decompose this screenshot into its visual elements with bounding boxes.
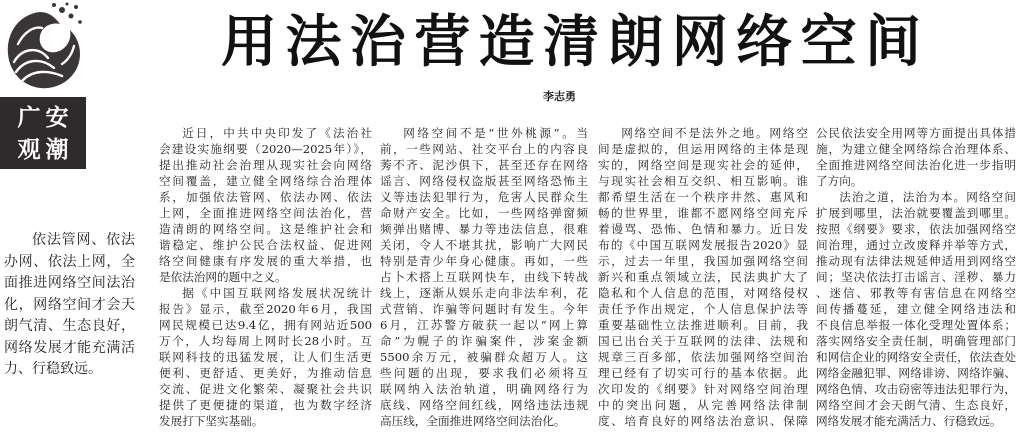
byline: 李志勇 (543, 90, 576, 103)
text-line: 依法管网、依法 (32, 232, 135, 248)
text-line: 近日，中共中央印发了《法治社 (182, 126, 372, 140)
text-line: 上网，全面推进网络空间法治化，营 (159, 206, 372, 220)
text-line: 占卜术搭上互联网快车，由线下转战 (380, 270, 588, 284)
text-line: 是依法治网的题中之义。 (159, 270, 287, 284)
text-line: 责任予作出规定，个人信息保护法等 (598, 302, 808, 316)
text-line: 国已出台关于互联网的法律、法规和 (598, 334, 808, 348)
text-line: 会建设实施纲要（2020—2025年）》， (159, 142, 372, 156)
text-line: 网络发展才能充满活 (4, 339, 135, 356)
body-column-1 (159, 125, 372, 429)
text-line: 底线、网络空间红线，网络违法违规 (380, 398, 588, 412)
text-line: 隐私和个人信息的范围，对网络侵权 (598, 286, 808, 300)
text-line: 新兴和重点领域立法，民法典扩大了 (598, 270, 808, 284)
text-line: 联网纳入法治轨道，明确网络行为 (380, 382, 588, 396)
text-line: 全面推进网络空间法治化进一步指明 (816, 158, 1016, 172)
text-line: 办网、依法上网，全 (4, 253, 135, 270)
wave-swirl-logo-graphic (0, 0, 86, 95)
text-line: 空间覆盖，建立健全网络综合治理体 (159, 174, 372, 188)
text-line: 朗气清、生态良好， (4, 318, 135, 334)
text-line: 网络空间不是“世外桃源”。当 (403, 126, 588, 140)
text-line: 发展打下坚实基础。 (159, 414, 264, 428)
body-paragraph (598, 125, 808, 429)
text-line: 畅的世界里，谁都不愿网络空间充斥 (598, 206, 808, 220)
text-line: 间传播蔓延，建立健全网络违法和 (816, 302, 1016, 316)
text-line: 间是虚拟的，但运用网络的主体是现 (598, 142, 808, 156)
text-line: 示，过去一年里，我国加强网络空间 (598, 254, 808, 268)
text-line: 特别是青少年身心健康。再如，一些 (380, 254, 588, 268)
text-line: 着谩骂、恐怖、色情和暴力。近日发 (598, 222, 808, 236)
body-column-4 (816, 125, 1016, 429)
text-line: 系，加强依法管网、依法办网、依法 (159, 190, 372, 204)
text-line: 度、培育良好的网络法治意识、保障 (598, 414, 808, 428)
text-line: 网民规模已达9.4亿，拥有网站近500 (159, 318, 372, 332)
text-line: 6月，江苏警方破获一起以“网上算 (380, 318, 588, 332)
text-line: 法治之道，法治为本。网络空间 (839, 190, 1016, 204)
text-line: 与现实社会相互交织、相互影响。谁 (598, 174, 808, 188)
body-column-3 (598, 125, 808, 429)
text-line: 谐稳定、维护公民合法权益、促进网 (159, 238, 372, 252)
text-line: 高压线，全面推进网络空间法治化。 (380, 414, 566, 428)
text-line: 频弹出赌博、暴力等违法信息，很难 (380, 222, 588, 236)
text-line: 提出推动社会治理从现实社会向网络 (159, 158, 372, 172)
text-line: 谣言、网络侵权盗版甚至网络恐怖主 (380, 174, 588, 188)
text-line: 网络空间才会天朗气清、生态良好， (816, 398, 1016, 412)
text-line: 次印发的《纲要》针对网络空间治理 (598, 382, 808, 396)
text-line: 造清朗的网络空间。这是维护社会和 (159, 222, 372, 236)
text-line: 落实网络安全责任制，明确管理部门 (816, 334, 1016, 348)
text-line: 交流、促进文化繁荣、凝聚社会共识 (159, 382, 372, 396)
body-paragraph (159, 285, 372, 429)
text-line: 命”为幌子的诈骗案件，涉案金额 (380, 334, 588, 348)
text-line: 中的突出问题，从完善网络法律制 (598, 398, 808, 412)
text-line: 和网信企业的网络安全责任，依法查处 (816, 350, 1016, 364)
text-line: 布的《中国互联网发展报告2020》显 (598, 238, 808, 252)
text-line: 万个，人均每周上网时长28小时。互 (159, 334, 372, 348)
text-line: 间治理，通过立改废释并举等方式， (816, 238, 1016, 252)
text-line: 义等违法犯罪行为，危害人民群众生 (380, 190, 588, 204)
text-line: 络空间健康有序发展的重大举措，也 (159, 254, 372, 268)
text-line: 些问题的出现，要求我们必须将互 (380, 366, 588, 380)
text-line: 化，网络空间才会天 (4, 296, 135, 313)
text-line: 面推进网络空间法治 (4, 275, 135, 291)
text-line: 施，为建立健全网络综合治理体系、 (816, 142, 1016, 156)
text-line: 命财产安全。比如，一些网络弹窗频 (380, 206, 588, 220)
text-line: 网络发展才能充满活力、行稳致远。 (816, 414, 1002, 428)
text-line: 推动现有法律法规延伸适用到网络空 (816, 254, 1016, 268)
column-badge-line-1: 广安 (17, 104, 74, 131)
body-paragraph (380, 125, 588, 429)
text-line: 扩展到哪里，法治就要覆盖到哪里。 (816, 206, 1016, 220)
text-line: 前，一些网站、社交平台上的内容良 (380, 142, 588, 156)
text-line: 规章三百多部，依法加强网络空间治 (598, 350, 808, 364)
column-badge-line-2: 观潮 (17, 136, 74, 163)
headline: 用法治营造清朗网络空间 (221, 9, 921, 75)
text-line: 网络金融犯罪、网络诽谤、网络诈骗、 (816, 366, 1016, 380)
body-paragraph (159, 125, 372, 285)
text-line: 联网科技的迅猛发展，让人们生活更 (159, 350, 372, 364)
text-line: 都希望生活在一个秩序井然、惠风和 (598, 190, 808, 204)
pull-quote (4, 230, 135, 381)
text-line: 实的，网络空间是现实社会的延伸， (598, 158, 808, 172)
text-line: 5500余万元，被骗群众超万人。这 (380, 350, 588, 364)
text-line: 间；坚决依法打击谣言、淫秽、暴力 (816, 270, 1016, 284)
body-paragraph (816, 189, 1016, 429)
text-line: 线上，逐渐从娱乐走向非法牟利，花 (380, 286, 588, 300)
text-line: 力、行稳致远。 (4, 361, 102, 377)
text-line: 关闭，令人不堪其扰，影响广大网民 (380, 238, 588, 252)
body-column-2 (380, 125, 588, 429)
text-line: 网络色情、攻击窃密等违法犯罪行为， (816, 382, 1016, 396)
text-line: 了方向。 (816, 174, 863, 188)
text-line: 据《中国互联网络发展状况统计 (182, 286, 372, 300)
text-line: 莠不齐、泥沙俱下，甚至还存在网络 (380, 158, 588, 172)
text-line: 公民依法安全用网等方面提出具体措 (816, 126, 1016, 140)
text-line: 报告》显示，截至2020年6月，我国 (159, 302, 372, 316)
text-line: 按照《纲要》要求，依法加强网络空 (816, 222, 1016, 236)
text-line: 便利、更舒适、更美好，为推动信息 (159, 366, 372, 380)
wave-swirl-logo-icon (0, 0, 86, 95)
text-line: 式营销、诈骗等问题时有发生。今年 (380, 302, 588, 316)
text-line: 不良信息举报一体化受理处置体系； (816, 318, 1016, 332)
text-line: 提供了更便捷的渠道，也为数字经济 (159, 398, 372, 412)
text-line: 重要基础性立法推进顺利。目前，我 (598, 318, 808, 332)
text-line: 网络空间不是法外之地。网络空 (621, 126, 808, 140)
body-paragraph (816, 125, 1016, 189)
text-line: 理已经有了切实可行的基本依据。此 (598, 366, 808, 380)
column-badge (0, 97, 86, 169)
text-line: 、迷信、邪教等有害信息在网络空 (816, 286, 1016, 300)
